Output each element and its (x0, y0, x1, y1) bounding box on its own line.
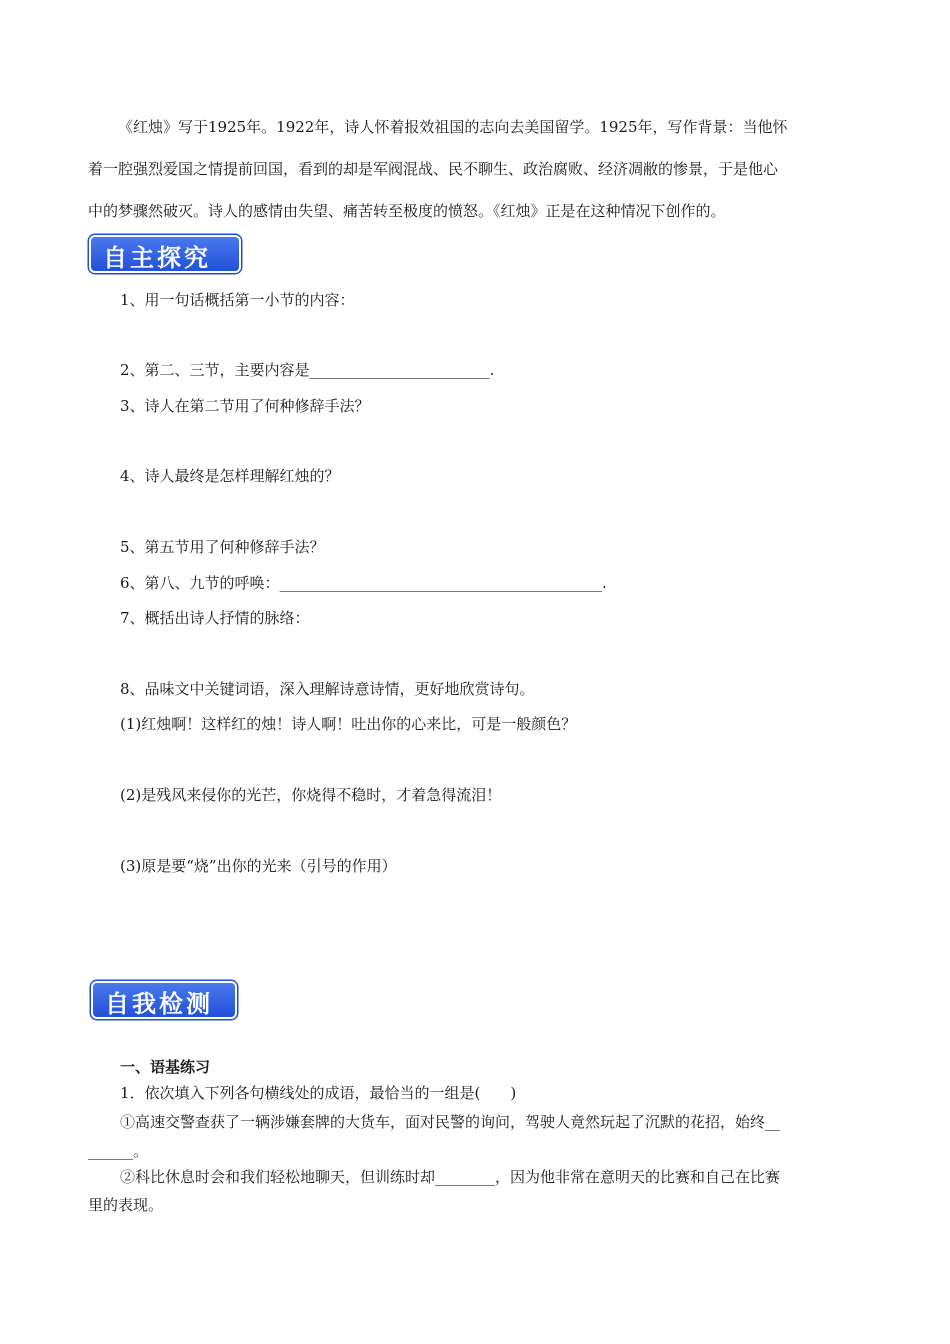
question-2: 2、第二、三节，主要内容是________________________. (120, 361, 495, 379)
intro-line: 《红烛》写于1925年。1922年，诗人怀着报效祖国的志向去美国留学。1925年，写作背景：当他怀 (118, 118, 788, 136)
exercise-1-item-2-cont: 里的表现。 (88, 1196, 164, 1214)
exercise-1-item-1: ①高速交警查获了一辆涉嫌套牌的大货车，面对民警的询问，驾驶人竟然玩起了沉默的花招，始终__ (120, 1113, 781, 1131)
question-8: 8、品味文中关键词语，深入理解诗意诗情，更好地欣赏诗句。 (120, 680, 535, 698)
intro-line: 着一腔强烈爱国之情提前回国，看到的却是军阀混战、民不聊生、政治腐败、经济凋敝的惨景，于是他心 (88, 160, 779, 178)
intro-paragraph (88, 114, 860, 240)
exercise-1-item-1-cont: ______。 (88, 1142, 149, 1160)
question-8-sub-1: (1)红烛啊！这样红的烛！诗人啊！吐出你的心来比，可是一般颜色？ (120, 715, 577, 733)
section-banner-title: 自我检测 (105, 990, 213, 1018)
question-8-sub-2: (2)是残风来侵你的光芒，你烧得不稳时，才着急得流泪！ (120, 786, 502, 804)
question-1: 1、用一句话概括第一小节的内容： (120, 291, 355, 309)
question-4: 4、诗人最终是怎样理解红烛的？ (120, 467, 340, 485)
question-7: 7、概括出诗人抒情的脉络： (120, 609, 310, 627)
exercise-1-item-2: ②科比休息时会和我们轻松地聊天，但训练时却________，因为他非常在意明天的比赛和自己在比赛 (120, 1168, 781, 1186)
section-banner-self-study (89, 235, 241, 273)
question-5: 5、第五节用了何种修辞手法？ (120, 538, 325, 556)
question-3: 3、诗人在第二节用了何种修辞手法？ (120, 397, 370, 415)
section-banner-self-test (91, 981, 237, 1019)
exercise-1-prompt: 1．依次填入下列各句横线处的成语，最恰当的一组是( ) (120, 1084, 517, 1102)
subheading-basic-practice: 一、语基练习 (120, 1058, 211, 1076)
section-banner-title: 自主探究 (103, 244, 211, 272)
question-8-sub-3: (3)原是要“烧”出你的光来（引号的作用） (120, 857, 397, 875)
question-6: 6、第八、九节的呼唤：___________________________________________. (120, 574, 607, 592)
intro-line: 中的梦骤然破灭。诗人的感情由失望、痛苦转至极度的愤怒。《红烛》正是在这种情况下创作的。 (88, 202, 726, 220)
